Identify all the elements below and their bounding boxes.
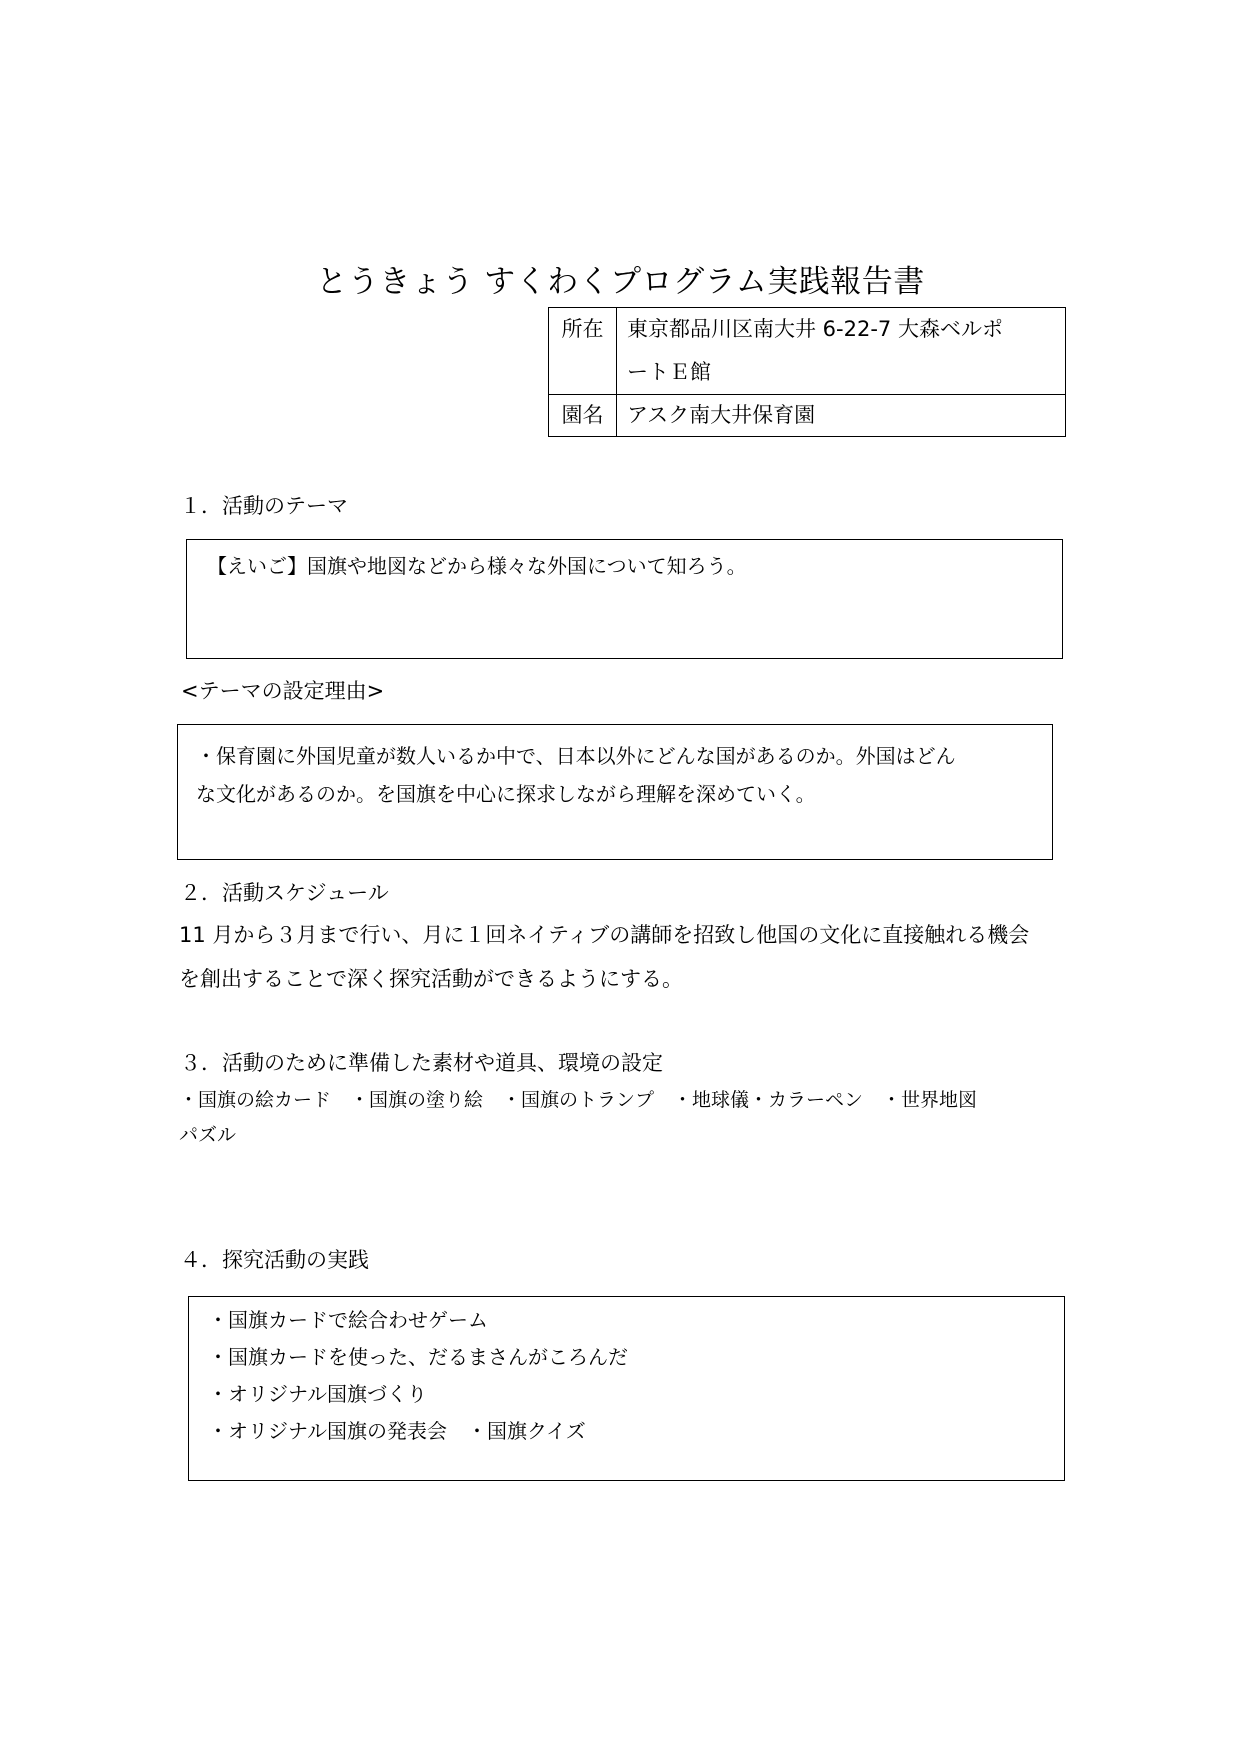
practice-item: ・国旗カードを使った、だるまさんがころんだ	[208, 1345, 628, 1369]
practice-item: ・オリジナル国旗づくり	[208, 1382, 427, 1406]
location-value	[617, 308, 1066, 395]
practice-item: ・国旗カードで絵合わせゲーム	[208, 1308, 488, 1332]
facility-info-table	[548, 307, 1066, 437]
location-row	[549, 308, 1066, 395]
materials-line-1: ・国旗の絵カード ・国旗の塗り絵 ・国旗のトランプ ・地球儀・カラーペン ・世界地図	[179, 1089, 978, 1111]
section2-heading: ２．活動スケジュール	[180, 881, 389, 905]
theme-box	[186, 539, 1063, 659]
practice-box	[188, 1296, 1065, 1481]
location-line-2: ートＥ館	[627, 360, 711, 384]
practice-item: ・オリジナル国旗の発表会 ・国旗クイズ	[208, 1419, 586, 1443]
section1-heading: １．活動のテーマ	[180, 494, 348, 518]
theme-text: 【えいご】国旗や地図などから様々な外国について知ろう。	[207, 554, 747, 578]
reason-box	[177, 724, 1053, 860]
document-title: とうきょう すくわくプログラム実践報告書	[316, 264, 925, 300]
name-row	[549, 395, 1066, 437]
materials-line-2: パズル	[179, 1124, 237, 1146]
reason-line-1: ・保育園に外国児童が数人いるか中で、日本以外にどんな国があるのか。外国はどん	[196, 744, 956, 768]
section3-heading: ３．活動のために準備した素材や道具、環境の設定	[180, 1051, 663, 1075]
name-label: 園名	[549, 395, 617, 437]
location-line-1: 東京都品川区南大井 6-22-7 大森ベルポ	[627, 317, 1003, 341]
section4-heading: ４．探究活動の実践	[180, 1248, 369, 1272]
reason-line-2: な文化があるのか。を国旗を中心に探求しながら理解を深めていく。	[196, 782, 816, 806]
schedule-line-2: を創出することで深く探究活動ができるようにする。	[179, 967, 683, 991]
name-value: アスク南大井保育園	[617, 395, 1066, 437]
location-label: 所在	[549, 308, 617, 395]
schedule-line-1: 11 月から３月まで行い、月に１回ネイティブの講師を招致し他国の文化に直接触れる機会	[179, 923, 1030, 947]
reason-heading: <テーマの設定理由>	[181, 679, 385, 703]
